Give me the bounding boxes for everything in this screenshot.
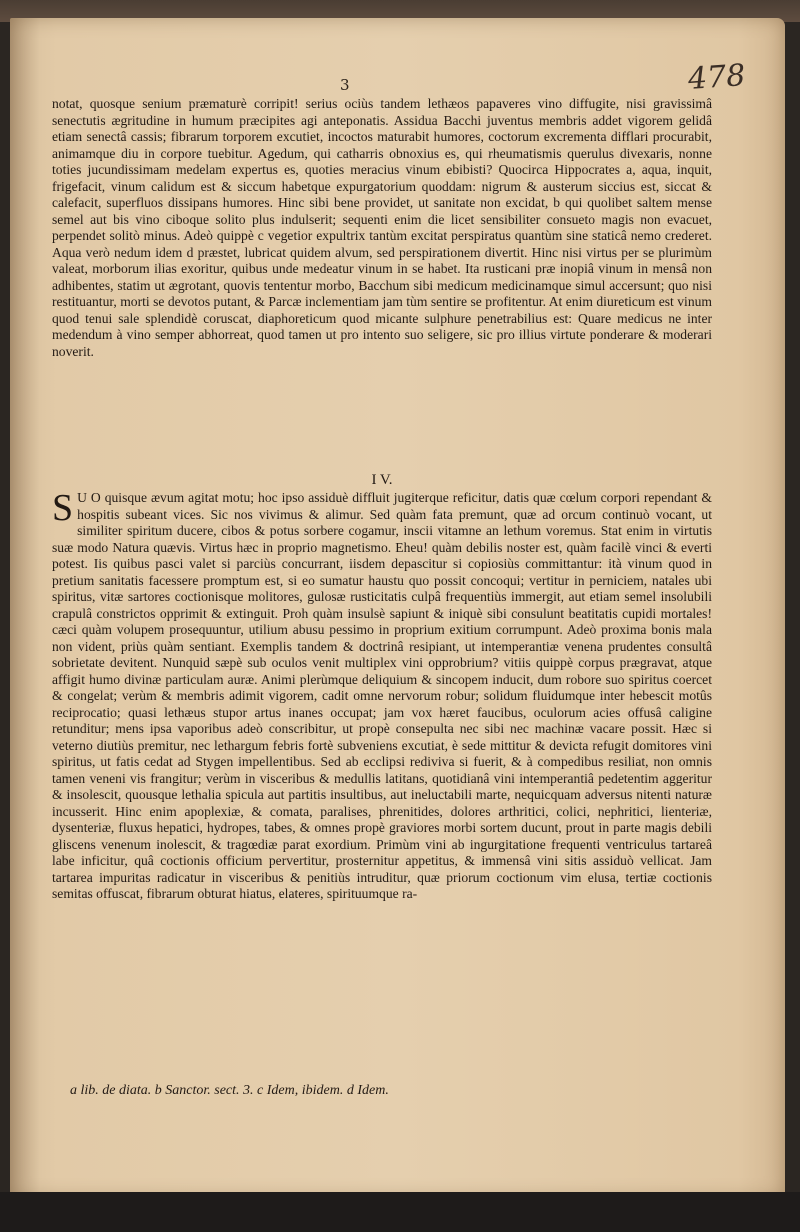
scan-bottom-edge	[0, 1192, 800, 1232]
paragraph-1: notat, quosque senium præmaturè corripit! serius ociùs tandem lethæos papaveres vino diffugite, nisi gravissimâ senectutis ægritudine in humum præcipites agi anteponatis. Assidua Bacchi juventus membris addet vigorem gelidâ etiam senectâ cassis; fibrarum torporem excutiet, incoctos maturabit humores, coctorum excrementa difflari procurabit, animamque diu in corpore tuebitur. Agedum, qui catharris obnoxius es, qui rheumatismis querulus divexaris, nonne toties jucundissimam medelam expertus es, quoties meracius vinum ebibisti? Quocirca Hippocrates a, aqua, inquit, frigefacit, vinum calidum est & siccum habetque expurgatorium quoddam: nigrum & austerum siccius est, siccat & calefacit, superfluos dissipans humores. Hinc sibi bene providet, ut sanitate non excidat, b qui quolibet saltem mense semel aut bis vino ciboque solito plus indulserit; sequenti enim die licet sensibiliter consueto magis non evacuet, perpendet solitò minus. Adeò quippè c vegetior expultrix tantùm excitat perspiratus quantùm sine staticâ nemo crederet. Aqua verò nedum idem d præstet, lubricat quidem alvum, sed perspirationem divertit. Hinc nisi virtus per se plurimùm valeat, morborum ilias exoritur, quibus unde medeatur vinum in se habet. Ita rusticani præ inopiâ vinum in mensâ non adhibentes, statim ut ægrotant, quovis tententur morbo, Bacchum sibi medicum medicinamque simul accersunt; quo nisi restituantur, morti se devotos putant, & Parcæ inclementiam jam tùm sentire se profitentur. At enim diureticum est vinum quod tenui sale splendidè coruscat, diaphoreticum quod micante sulphure penetrabilius est: Quare medicus ne inter medendum à vino semper abhorreat, quod tamen ut pro intento suo seligere, sic pro illius virtute ponderare & moderari noverit.	[52, 96, 712, 359]
paragraph-2	[52, 487, 712, 903]
section-heading: I V.	[371, 472, 393, 488]
drop-cap: S	[52, 487, 74, 529]
page-gutter	[10, 18, 40, 1198]
paragraph-2-body: U O quisque ævum agitat motu; hoc ipso assiduè diffluit jugiterque reficitur, datis quæ cœlum corpori rependant & hospitis subeant vices. Sic nos vivimus & alimur. Sed quàm fata premunt, quæ ad orcum continuò vocant, ut similiter spiritum ducere, cibos & potus sorbere cogamur, inscii vitamne an lethum voremus. Stat enim in virtutis suæ modo Natura quævis. Virtus hæc in proprio magnetismo. Eheu! quàm debilis noster est, quàm facilè vinci & everti potest. Iis quibus pasci valet si parciùs concurrant, iisdem depascitur si copiosiùs committantur: ità vinum quod in pretium sanitatis facessere promptum est, si eo sumatur haustu quo possit concoqui; vertitur in perniciem, natales ubi spiritus, vitæ sartores coctionisque molitores, gulosæ rusticitatis culpâ frequentiùs immergit, aut etiam semel insolubili crapulâ constrictos opprimit & extinguit. Proh quàm insulsè sapiunt & iniquè sibi consulunt beatitatis cupidi mortales! cæci quàm volupem prosequuntur, utilium abusu pessimo in proprium exitium corrumpunt. Adeò proxima bonis mala non vident, priùs quàm sentiant. Exemplis tandem & doctrinâ resipiant, ut intemperantiæ venena prudentes consultâ sobrietate devitent. Nunquid sæpè sub oculos venit multiplex vini opprobrium? vitiis quippè corpus prægravat, atque affigit humo divinæ particulam auræ. Animi plerùmque deliquium & sincopem inducit, dum robore suo spiritus coercet & congelat; verùm & membris adimit vigorem, cadit omne nervorum robur; solidum fluidumque inter hebescit motûs reciprocatio; quasi lethæus stupor artus inanes occupat; jam vox hæret faucibus, oculorum acies offusâ caligine retunditur; mens ipsa vaporibus adeò conscribitur, ut propè consepulta nec sibi nec machinæ vacare possit. Hæc si veterno diutiùs premitur, nec lethargum febris fortè subveniens excutiat, è sede mittitur & devicta refugit domitores vini spiritus, ut fatis cedat ad Stygen impellentibus. Sed ab ecclipsi rediviva si fuerit, & à compedibus resiliat, non omnis tamen veneni vis frangitur; verùm in visceribus & medullis latitans, quotidianâ vini intemperantiâ pedetentim aggeritur & insolescit, quousque lethalia spicula aut partitis insultibus, aut ineluctabili marte, nequicquam adversus nitenti naturæ incusserit. Hinc enim apoplexiæ, & comata, paralises, phrenitides, dolores arthritici, colici, nephritici, lienteriæ, dysenteriæ, fluxus hepatici, hydropes, tabes, & omnes propè graviores morbi sortem ducunt, prout in parte magis debili gliscens venenum inolescit, & tragœdiæ parat exordium. Primùm vini ab ingurgitatione frequenti ventriculus tartareâ labe inficitur, quâ coctionis officium pervertitur, prosternitur appetitus, & immensâ vini sitis assiduò vellicat. Jam tartarea impuritas radicatur in visceribus & penitiùs intruditur, quæ priorum coctionum vim elusa, tertiæ coctionis semitas offuscat, fibrarum obturat hiatus, elateres, spirituumque ra-	[52, 490, 712, 901]
page-number: 3	[340, 76, 350, 94]
handwritten-folio: 478	[686, 58, 747, 97]
footnotes: a lib. de diata. b Sanctor. sect. 3. c Idem, ibidem. d Idem.	[70, 1083, 389, 1098]
